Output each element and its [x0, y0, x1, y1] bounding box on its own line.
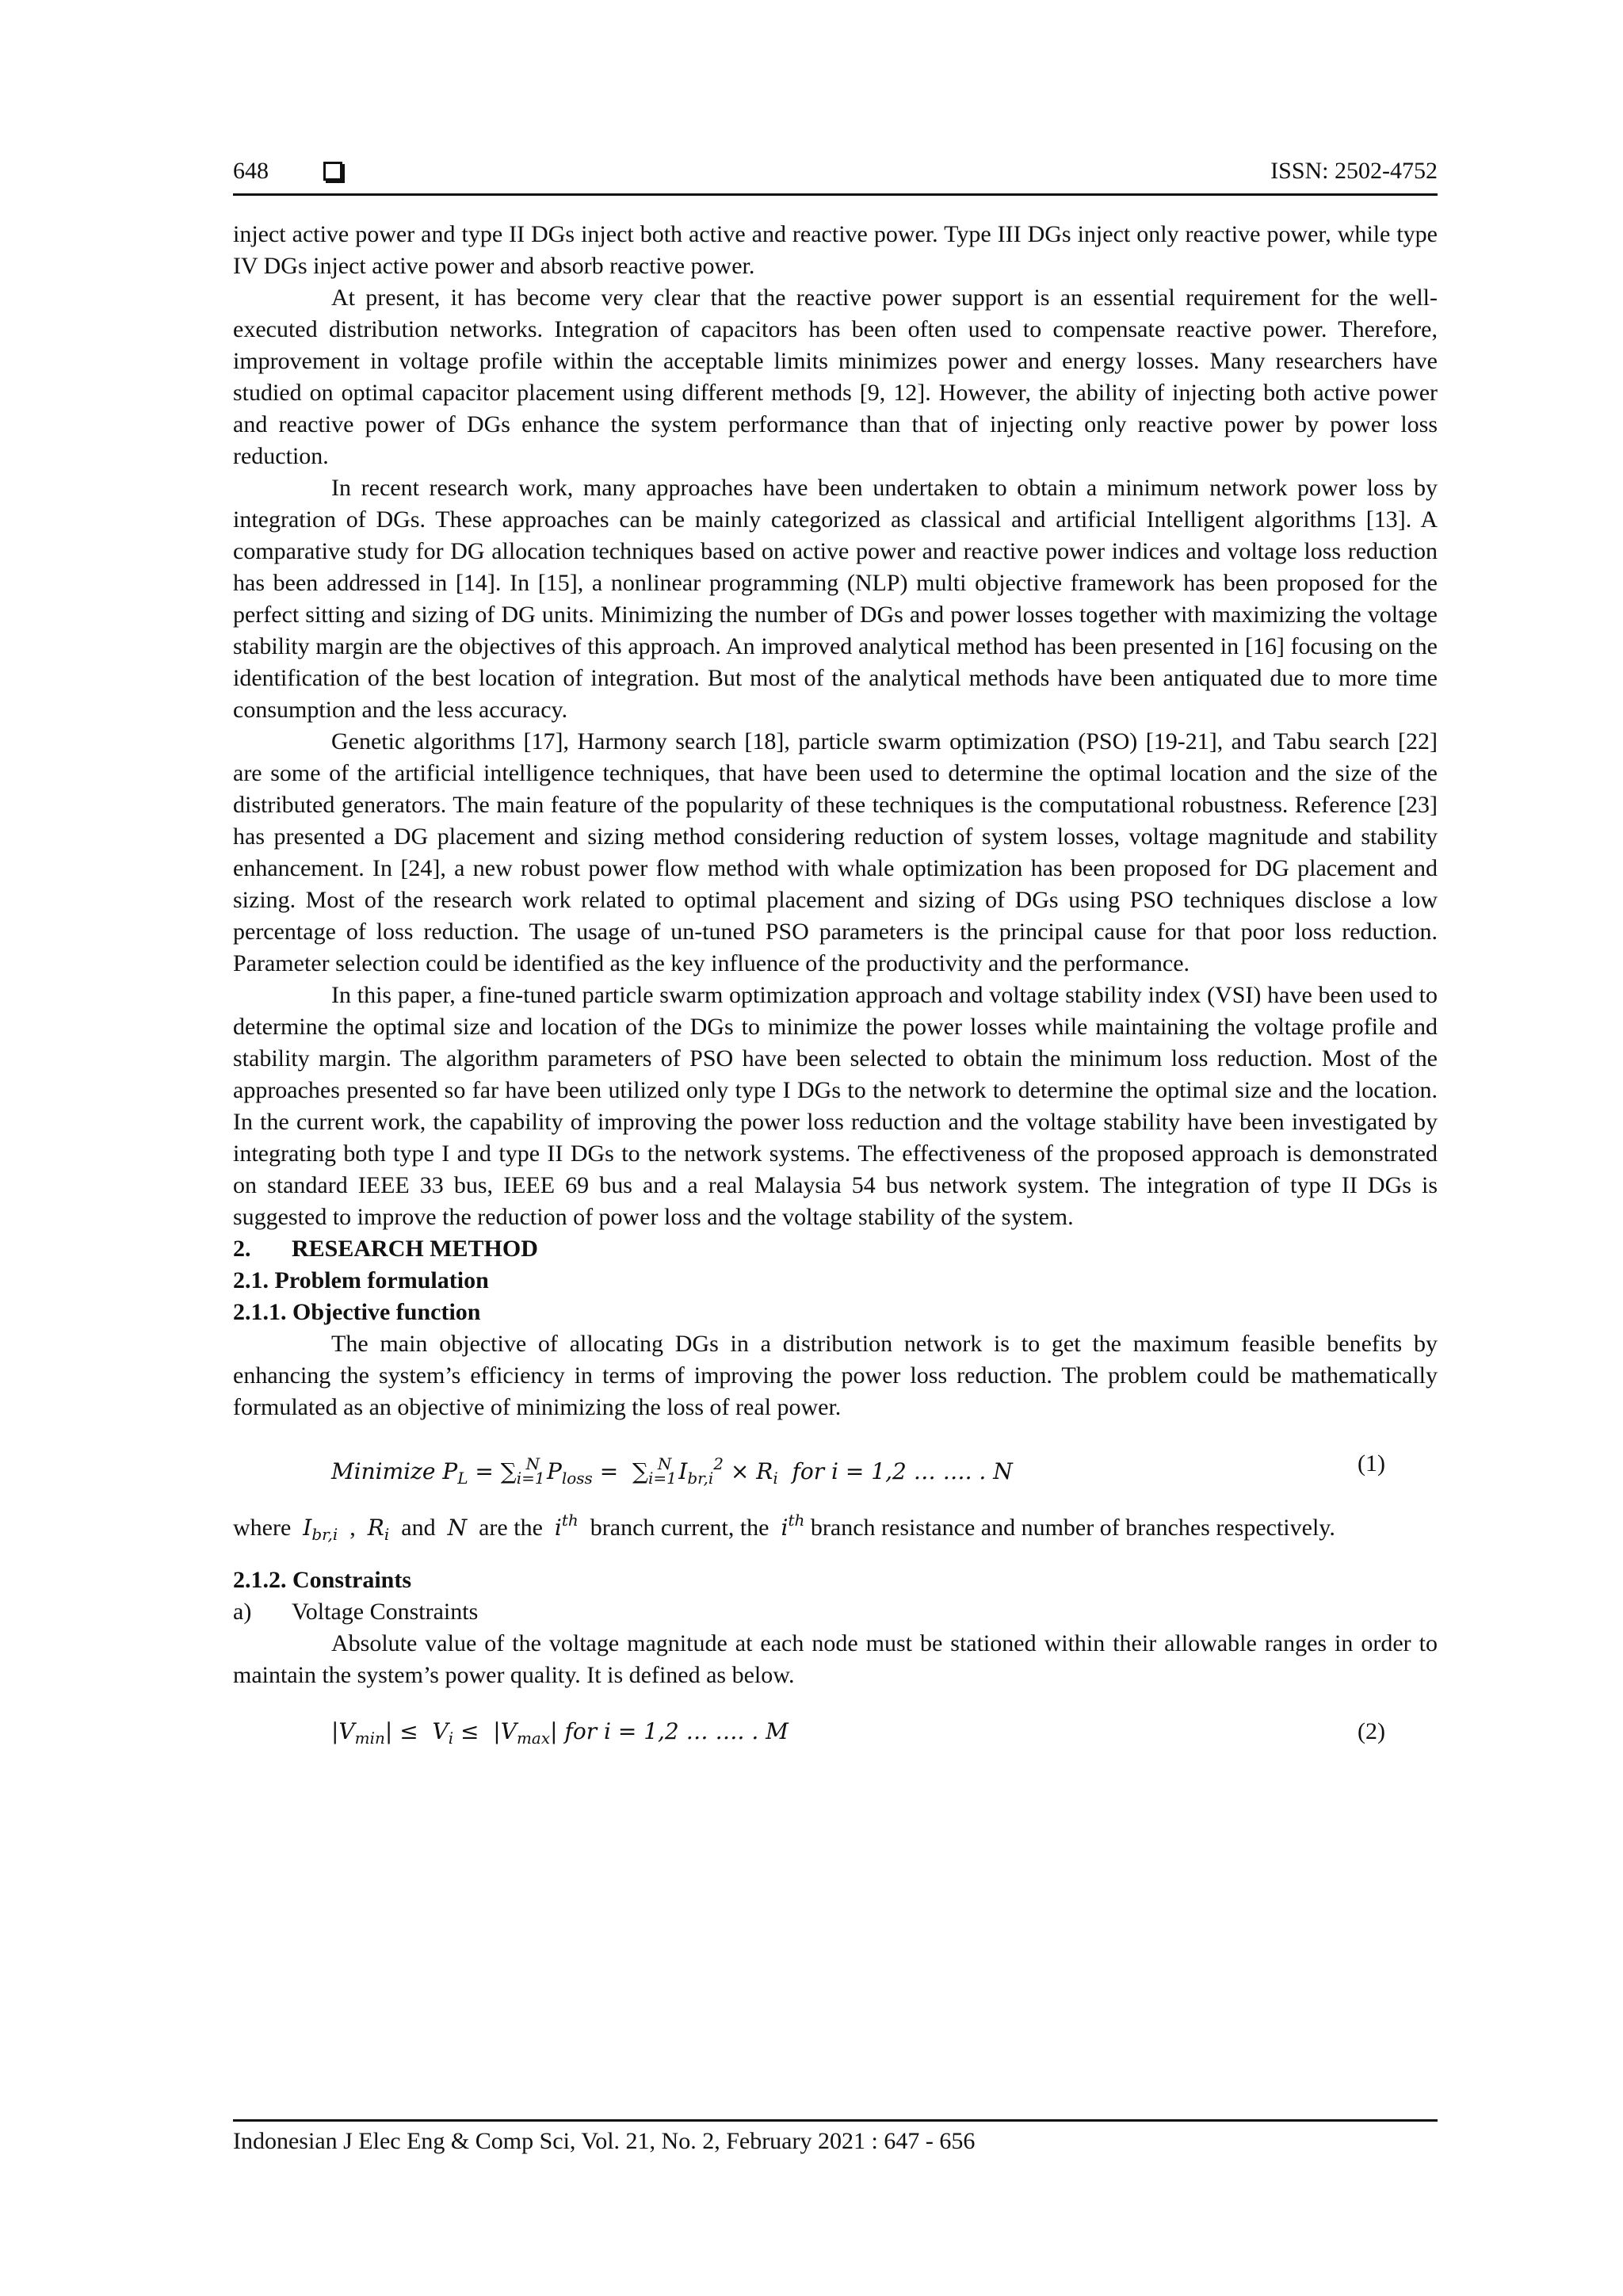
- page-header: [233, 155, 1438, 193]
- footer-rule: [233, 2119, 1438, 2122]
- paragraph-3: In recent research work, many approaches have been undertaken to obtain a minimum network power loss by integration of DGs. These approaches can be mainly categorized as classical and artificial Intelligent algorithms [13]. A comparative study for DG allocation techniques based on active power and reactive power indices and voltage loss reduction has been addressed in [14]. In [15], a nonlinear programming (NLP) multi objective framework has been proposed for the perfect sitting and sizing of DG units. Minimizing the number of DGs and power losses together with maximizing the voltage stability margin are the objectives of this approach. An improved analytical method has been presented in [16] focusing on the identification of the best location of integration. But most of the analytical methods have been antiquated due to more time consumption and the less accuracy.: [233, 475, 1438, 723]
- equation-1: [233, 1441, 1438, 1487]
- article-body: [233, 219, 1438, 1772]
- subsection-heading-problem-formulation: 2.1. Problem formulation: [233, 1267, 489, 1293]
- issn-label: ISSN: 2502-4752: [1270, 158, 1438, 184]
- section-heading-research-method: [233, 1233, 1438, 1265]
- section-title: RESEARCH METHOD: [292, 1236, 538, 1262]
- subsubsection-heading-constraints: 2.1.2. Constraints: [233, 1567, 412, 1593]
- subsubsection-heading-objective-function: 2.1.1. Objective function: [233, 1299, 481, 1325]
- equation-2-number: (2): [1358, 1718, 1385, 1744]
- equation-2-body: $|V_{min}| \le V_i \le |V_{max}|$ for i = 1,2 … …. . M: [331, 1718, 789, 1748]
- paragraph-8: Absolute value of the voltage magnitude at each node must be stationed within their allowable ranges in order to maintain the system’s power quality. It is defined as below.: [233, 1630, 1438, 1688]
- paragraph-2: At present, it has become very clear that the reactive power support is an essential requirement for the well-executed distribution networks. Integration of capacitors has been often used to compensate reactive power. Therefore, improvement in voltage profile within the acceptable limits minimizes power and energy losses. Many researchers have studied on optimal capacitor placement using different methods [9, 12]. However, the ability of injecting both active power and reactive power of DGs enhance the system performance than that of injecting only reactive power by power loss reduction.: [233, 285, 1438, 469]
- paragraph-6: The main objective of allocating DGs in a distribution network is to get the maximum feasible benefits by enhancing the system’s efficiency in terms of improving the power loss reduction. The problem could be mathematically formulated as an objective of minimizing the loss of real power.: [233, 1331, 1438, 1420]
- equation-2: [233, 1709, 1438, 1755]
- page-number: 648: [233, 158, 269, 184]
- list-item-voltage-constraints: a) Voltage Constraints: [233, 1599, 479, 1625]
- square-box-icon: [323, 162, 342, 181]
- paragraph-1: inject active power and type II DGs inject both active and reactive power. Type III DGs inject only reactive power, while type IV DGs inject active power and absorb reactive power.: [233, 221, 1438, 279]
- header-rule: [233, 193, 1438, 196]
- paragraph-5: In this paper, a fine-tuned particle swarm optimization approach and voltage stability index (VSI) have been used to determine the optimal size and location of the DGs to minimize the power losses while maintaining the voltage profile and stability margin. The algorithm parameters of PSO have been selected to obtain the minimum loss reduction. Most of the approaches presented so far have been utilized only type I DGs to the network to determine the optimal size and the location. In the current work, the capability of improving the power loss reduction and the voltage stability have been investigated by integrating both type I and type II DGs to the network systems. The effectiveness of the proposed approach is demonstrated on standard IEEE 33 bus, IEEE 69 bus and a real Malaysia 54 bus network system. The integration of type II DGs is suggested to improve the reduction of power loss and the voltage stability of the system.: [233, 982, 1438, 1230]
- equation-1-body: Minimize $P_L = \sum_{i=1}^N$ $P_{loss} = \sum_{i=1}^N$ $I_{br,i}^2 \times R_i$ for i = 1,2 … …. . N: [331, 1454, 1013, 1488]
- equation-1-number: (1): [1358, 1450, 1385, 1477]
- page-footer: Indonesian J Elec Eng & Comp Sci, Vol. 21, No. 2, February 2021 : 647 - 656: [233, 2128, 976, 2154]
- where-clause: where $I_{br,i}$ , $R_i$ and N are the $i^{th}$ branch current, the $i^{th}$ branch resistance and number of branches respectively.: [233, 1511, 1335, 1544]
- section-number: 2.: [233, 1236, 251, 1262]
- paragraph-4: Genetic algorithms [17], Harmony search [18], particle swarm optimization (PSO) [19-21], and Tabu search [22] are some of the artificial intelligence techniques, that have been used to determine the optimal location and the size of the distributed generators. The main feature of the popularity of these techniques is the computational robustness. Reference [23] has presented a DG placement and sizing method considering reduction of system losses, voltage magnitude and stability enhancement. In [24], a new robust power flow method with whale optimization has been proposed for DG placement and sizing. Most of the research work related to optimal placement and sizing of DGs using PSO techniques disclose a low percentage of loss reduction. The usage of un-tuned PSO parameters is the principal cause for that poor loss reduction. Parameter selection could be identified as the key influence of the productivity and the performance.: [233, 728, 1438, 976]
